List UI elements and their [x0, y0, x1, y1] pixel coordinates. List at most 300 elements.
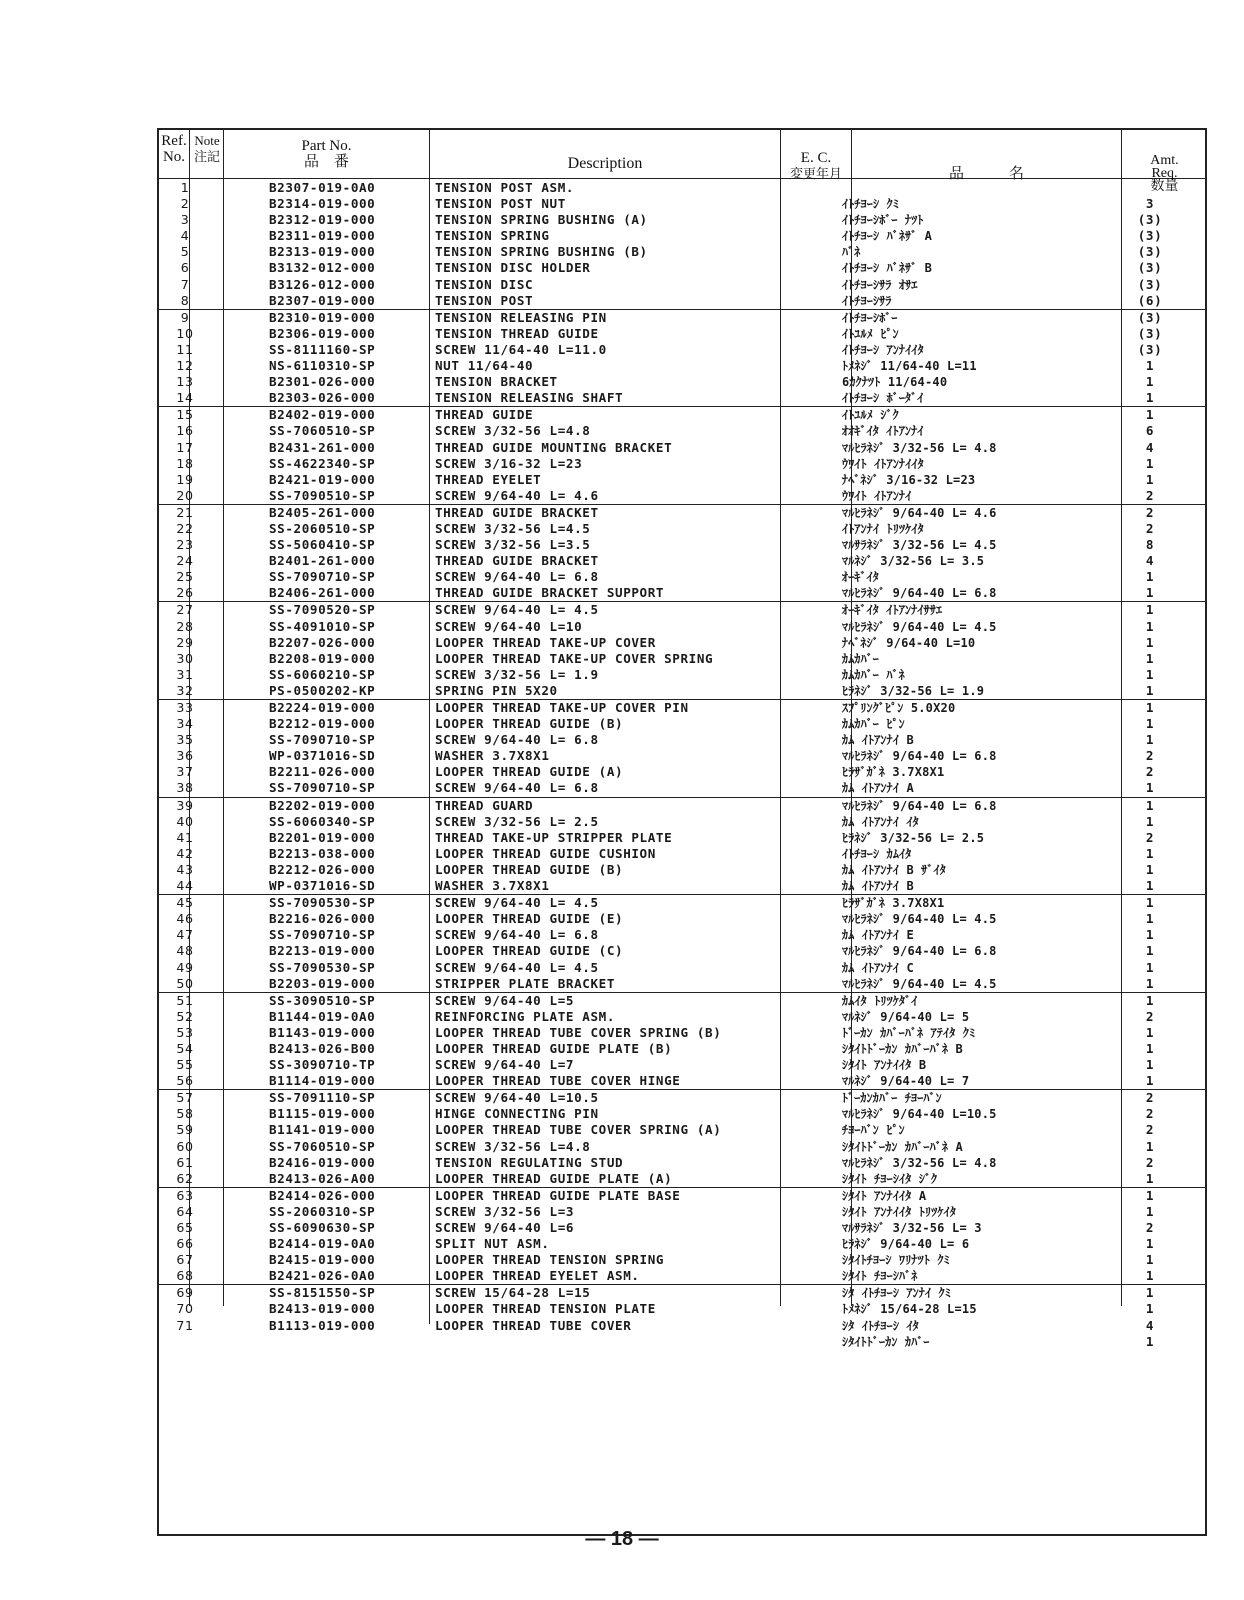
hinmei-cell: ｶﾑ ｲﾄｱﾝﾅｲ B	[842, 879, 914, 894]
hinmei-cell: ｲﾄﾁﾖｰｼ ｱﾝﾅｲｲﾀ	[842, 342, 924, 357]
table-row	[159, 1204, 1205, 1220]
hinmei-cell: ｲﾄﾁﾖｰｼ ﾊﾞﾈｻﾞ B	[842, 261, 933, 276]
description-cell: SPLIT NUT ASM.	[435, 1236, 550, 1252]
table-row	[159, 244, 1205, 260]
header-ref: Ref. No.	[161, 133, 187, 165]
ref-no-cell: 43	[176, 861, 194, 877]
ref-no-cell: 61	[176, 1154, 194, 1170]
ref-no-cell: 3	[180, 212, 190, 228]
amount-required-cell: 1	[1145, 943, 1155, 959]
hinmei-cell: ｳﾜｲﾄ ｲﾄｱﾝﾅｲｲﾀ	[842, 456, 924, 471]
description-cell: SCREW 3/32-56 L=4.5	[435, 520, 591, 536]
ref-no-cell: 63	[176, 1187, 194, 1203]
table-row	[159, 1057, 1205, 1073]
part-no-cell: B2414-026-000	[269, 1187, 376, 1203]
hinmei-cell: ﾏﾙﾈｼﾞ 9/64-40 L= 7	[842, 1074, 970, 1089]
amount-required-cell: 1	[1145, 1024, 1155, 1040]
amount-required-cell: 1	[1145, 1073, 1155, 1089]
table-row	[159, 309, 1205, 326]
ref-no-cell: 56	[176, 1073, 194, 1089]
hinmei-cell: ﾏﾙﾋﾗﾈｼﾞ 9/64-40 L= 6.8	[842, 749, 997, 764]
amount-required-cell: 1	[1145, 1203, 1155, 1219]
hinmei-cell: ﾏﾙﾋﾗﾈｼﾞ 3/32-56 L= 4.8	[842, 440, 997, 455]
description-cell: THREAD EYELET	[435, 471, 542, 487]
hinmei-cell: ｲﾄﾁﾖｰｼｻﾗ ｵｻｴ	[842, 277, 918, 292]
ref-no-cell: 62	[176, 1170, 194, 1186]
part-no-cell: PS-0500202-KP	[269, 682, 376, 698]
hinmei-cell: ﾅﾍﾞﾈｼﾞ 9/64-40 L=10	[842, 635, 976, 650]
description-cell: TENSION POST NUT	[435, 196, 566, 212]
hinmei-cell: ﾄﾒﾈｼﾞ 11/64-40 L=11	[842, 359, 977, 374]
part-no-cell: B2208-019-000	[269, 650, 376, 666]
amount-required-cell: (6)	[1137, 292, 1163, 308]
part-no-cell: B2401-261-000	[269, 553, 376, 569]
table-row	[159, 1268, 1205, 1284]
part-no-cell: SS-7090710-SP	[269, 927, 376, 943]
description-cell: THREAD TAKE-UP STRIPPER PLATE	[435, 829, 673, 845]
table-row	[159, 390, 1205, 406]
part-no-cell: B1144-019-0A0	[269, 1008, 376, 1024]
description-cell: TENSION BRACKET	[435, 374, 558, 390]
amount-required-cell: 1	[1145, 569, 1155, 585]
table-row	[159, 293, 1205, 309]
ref-no-cell: 23	[176, 537, 194, 553]
amount-required-cell: 2	[1145, 748, 1155, 764]
description-cell: THREAD GUIDE MOUNTING BRACKET	[435, 439, 673, 455]
hinmei-cell: ﾄﾞｰｶﾝｶﾊﾞｰ ﾁﾖｰﾊﾞﾝ	[842, 1091, 942, 1106]
part-no-cell: B2414-019-0A0	[269, 1236, 376, 1252]
ref-no-cell: 48	[176, 943, 194, 959]
table-row	[159, 960, 1205, 976]
hinmei-cell: ﾏﾙﾋﾗﾈｼﾞ 9/64-40 L= 6.8	[842, 944, 997, 959]
ref-no-cell: 21	[176, 504, 194, 520]
table-row	[159, 699, 1205, 716]
hinmei-cell: ﾁﾖｰﾊﾞﾝ ﾋﾟﾝ	[842, 1123, 905, 1138]
description-cell: TENSION RELEASING SHAFT	[435, 390, 624, 406]
table-row	[159, 228, 1205, 244]
description-cell: SCREW 9/64-40 L=6	[435, 1220, 575, 1235]
part-no-cell: B3126-012-000	[269, 276, 376, 292]
amount-required-cell: 2	[1145, 1106, 1155, 1122]
ref-no-cell: 67	[176, 1252, 194, 1268]
ref-no-cell: 47	[176, 927, 194, 943]
table-row	[159, 212, 1205, 228]
ref-no-cell: 34	[176, 716, 194, 732]
amount-required-cell: 1	[1145, 602, 1155, 618]
hinmei-cell: ﾏﾙﾈｼﾞ 9/64-40 L= 5	[842, 1009, 970, 1024]
table-row	[159, 943, 1205, 959]
amount-required-cell: 1	[1145, 1040, 1155, 1056]
amount-required-cell: 1	[1145, 390, 1155, 406]
table-row	[159, 1073, 1205, 1089]
description-cell: LOOPER THREAD TUBE COVER HINGE	[435, 1073, 681, 1089]
table-row	[159, 667, 1205, 683]
description-cell: LOOPER THREAD GUIDE (B)	[435, 716, 624, 732]
part-no-cell: B2314-019-000	[269, 196, 376, 212]
description-cell: LOOPER THREAD GUIDE CUSHION	[435, 845, 656, 861]
part-no-cell: B2303-026-000	[269, 390, 376, 406]
table-row	[159, 553, 1205, 569]
table-body	[159, 180, 1205, 1350]
ref-no-cell: 64	[176, 1203, 194, 1219]
description-cell: TENSION SPRING BUSHING (A)	[435, 212, 648, 228]
description-cell: THREAD GUIDE BRACKET	[435, 504, 599, 520]
header-part-no: Part No. 品 番	[301, 138, 352, 170]
amount-required-cell: 1	[1145, 1301, 1155, 1317]
ref-no-cell: 20	[176, 487, 194, 503]
part-no-cell: SS-7090520-SP	[269, 602, 376, 618]
ref-no-cell: 32	[176, 682, 194, 698]
table-row	[159, 504, 1205, 521]
table-row	[159, 1155, 1205, 1171]
description-cell: SCREW 9/64-40 L=5	[435, 992, 575, 1008]
description-cell: SCREW 9/64-40 L= 6.8	[435, 927, 599, 943]
hinmei-cell: ｶﾑ ｲﾄｱﾝﾅｲ A	[842, 781, 914, 796]
description-cell: TENSION POST	[435, 292, 534, 308]
hinmei-cell: ｼﾀｲﾄ ｱﾝﾅｲｲﾀ B	[842, 1058, 927, 1073]
parts-table	[157, 128, 1207, 1536]
hinmei-cell: ｵｰｷﾞｲﾀ ｲﾄｱﾝﾅｲｻｻｴ	[842, 603, 943, 618]
ref-no-cell: 69	[176, 1285, 194, 1301]
part-no-cell: SS-8111160-SP	[269, 341, 376, 357]
part-no-cell: B1113-019-000	[269, 1317, 376, 1333]
hinmei-cell: ｼﾀ ｲﾄﾁﾖｰｼ ｲﾀ	[842, 1318, 919, 1333]
description-cell: THREAD GUARD	[435, 797, 534, 813]
table-row	[159, 521, 1205, 537]
hinmei-cell: ﾋﾗﾈｼﾞ 9/64-40 L= 6	[842, 1237, 970, 1252]
table-row	[159, 1025, 1205, 1041]
amount-required-cell: 1	[1145, 797, 1155, 813]
amount-required-cell: 1	[1145, 666, 1155, 682]
description-cell: TENSION THREAD GUIDE	[435, 325, 599, 341]
description-cell: TENSION DISC	[435, 276, 534, 292]
amount-required-cell: 1	[1145, 700, 1155, 715]
description-cell: SCREW 3/32-56 L=3	[435, 1203, 575, 1219]
hinmei-cell: 6ｶｸﾅﾂﾄ 11/64-40	[842, 375, 948, 390]
amount-required-cell: 1	[1145, 1333, 1155, 1349]
part-no-cell: B2213-038-000	[269, 845, 376, 861]
description-cell: SCREW 3/32-56 L=4.8	[435, 423, 591, 439]
ref-no-cell: 58	[176, 1106, 194, 1122]
hinmei-cell: ﾏﾙﾈｼﾞ 3/32-56 L= 3.5	[842, 554, 985, 569]
amount-required-cell: 1	[1145, 927, 1155, 943]
ref-no-cell: 7	[180, 276, 190, 292]
table-row	[159, 862, 1205, 878]
ref-no-cell: 39	[176, 797, 194, 813]
part-no-cell: SS-2060510-SP	[269, 520, 376, 536]
table-row	[159, 342, 1205, 358]
header-description: Description	[567, 155, 643, 172]
hinmei-cell: ﾋﾗﾈｼﾞ 3/32-56 L= 1.9	[842, 683, 985, 698]
page-number: — 18 —	[585, 1528, 659, 1550]
part-no-cell: B1115-019-000	[269, 1106, 376, 1122]
description-cell: LOOPER THREAD GUIDE (E)	[435, 911, 624, 927]
part-no-cell: B2201-019-000	[269, 829, 376, 845]
hinmei-cell: ｽﾌﾟﾘﾝｸﾞﾋﾟﾝ 5.0X20	[842, 701, 956, 715]
part-no-cell: B2203-019-000	[269, 975, 376, 991]
description-cell: SCREW 9/64-40 L=10.5	[435, 1090, 599, 1106]
amount-required-cell: 1	[1145, 682, 1155, 698]
amount-required-cell: 1	[1145, 1268, 1155, 1284]
description-cell: SCREW 3/32-56 L=3.5	[435, 537, 591, 553]
part-no-cell: B2211-026-000	[269, 764, 376, 780]
hinmei-cell: ｼﾀｲﾄ ﾁﾖｰｼｲﾀ ｼﾞｸ	[842, 1171, 938, 1186]
ref-no-cell: 6	[180, 260, 190, 276]
ref-no-cell: 37	[176, 764, 194, 780]
table-row	[159, 406, 1205, 423]
description-cell: NUT 11/64-40	[435, 358, 534, 374]
description-cell: SCREW 11/64-40 L=11.0	[435, 341, 607, 357]
description-cell: SCREW 9/64-40 L= 6.8	[435, 780, 599, 796]
amount-required-cell: 1	[1145, 1285, 1155, 1301]
table-row	[159, 1139, 1205, 1155]
amount-required-cell: 4	[1145, 553, 1155, 569]
description-cell: REINFORCING PLATE ASM.	[435, 1008, 616, 1024]
hinmei-cell: ｶﾑ ｲﾄｱﾝﾅｲ ｲﾀ	[842, 814, 919, 829]
hinmei-cell: ﾏﾙﾋﾗﾈｼﾞ 9/64-40 L= 4.5	[842, 619, 997, 634]
hinmei-cell: ﾋﾗｻﾞｶﾞﾈ 3.7X8X1	[842, 765, 945, 780]
amount-required-cell: 1	[1145, 650, 1155, 666]
amount-required-cell: 1	[1145, 634, 1155, 650]
part-no-cell: SS-6090630-SP	[269, 1220, 376, 1235]
table-row	[159, 1284, 1205, 1301]
hinmei-cell: ﾏﾙﾋﾗﾈｼﾞ 9/64-40 L= 6.8	[842, 586, 997, 601]
part-no-cell: B2212-026-000	[269, 861, 376, 877]
hinmei-cell: ｼﾀｲﾄﾄﾞｰｶﾝ ｶﾊﾞｰ	[842, 1334, 930, 1349]
amount-required-cell: 2	[1145, 504, 1155, 520]
amount-required-cell: 2	[1145, 1154, 1155, 1170]
ref-no-cell: 13	[176, 374, 194, 390]
ref-no-cell: 27	[176, 602, 194, 618]
description-cell: THREAD GUIDE BRACKET SUPPORT	[435, 585, 665, 601]
description-cell: SCREW 9/64-40 L= 6.8	[435, 732, 599, 748]
table-row	[159, 1220, 1205, 1236]
table-row	[159, 830, 1205, 846]
ref-no-cell: 10	[176, 325, 194, 341]
part-no-cell: B2405-261-000	[269, 504, 376, 520]
description-cell: SCREW 9/64-40 L= 4.6	[435, 487, 599, 503]
table-row	[159, 683, 1205, 699]
description-cell: LOOPER THREAD TAKE-UP COVER PIN	[435, 700, 689, 715]
amount-required-cell: (3)	[1137, 244, 1163, 260]
ref-no-cell: 60	[176, 1138, 194, 1154]
part-no-cell: B2311-019-000	[269, 228, 376, 244]
table-row	[159, 1301, 1205, 1317]
table-row	[159, 1252, 1205, 1268]
hinmei-cell: ｶﾑ ｲﾄｱﾝﾅｲ E	[842, 928, 914, 943]
amount-required-cell: 1	[1145, 358, 1155, 374]
amount-required-cell: 4	[1145, 439, 1155, 455]
part-no-cell: B2312-019-000	[269, 212, 376, 228]
part-no-cell: B2202-019-000	[269, 797, 376, 813]
description-cell: TENSION RELEASING PIN	[435, 309, 607, 325]
amount-required-cell: 3	[1145, 196, 1155, 212]
part-no-cell: SS-7060510-SP	[269, 1138, 376, 1154]
table-row	[159, 1334, 1205, 1350]
description-cell: SCREW 9/64-40 L= 4.5	[435, 602, 599, 618]
part-no-cell: SS-8151550-SP	[269, 1285, 376, 1301]
table-row	[159, 488, 1205, 504]
amount-required-cell: 1	[1145, 716, 1155, 732]
description-cell: LOOPER THREAD TUBE COVER	[435, 1317, 632, 1333]
hinmei-cell: ｲﾄﾁﾖｰｼﾎﾞｰ ﾅﾂﾄ	[842, 213, 924, 228]
ref-no-cell: 11	[176, 341, 194, 357]
amount-required-cell: 2	[1145, 520, 1155, 536]
table-row	[159, 619, 1205, 635]
amount-required-cell: (3)	[1137, 212, 1163, 228]
ref-no-cell: 36	[176, 748, 194, 764]
ref-no-cell: 16	[176, 423, 194, 439]
part-no-cell: SS-7090510-SP	[269, 487, 376, 503]
description-cell: SPRING PIN 5X20	[435, 682, 558, 698]
part-no-cell: WP-0371016-SD	[269, 748, 376, 764]
part-no-cell: B2306-019-000	[269, 325, 376, 341]
part-no-cell: B1141-019-000	[269, 1122, 376, 1138]
amount-required-cell: 1	[1145, 992, 1155, 1008]
header-amt-req: Amt. Req. 数量	[1150, 153, 1179, 194]
description-cell: LOOPER THREAD GUIDE PLATE BASE	[435, 1187, 681, 1203]
description-cell: SCREW 3/32-56 L=4.8	[435, 1138, 591, 1154]
amount-required-cell: 6	[1145, 423, 1155, 439]
amount-required-cell: 1	[1145, 471, 1155, 487]
table-row	[159, 748, 1205, 764]
amount-required-cell: (3)	[1137, 309, 1163, 325]
part-no-cell: B2421-019-000	[269, 471, 376, 487]
hinmei-cell: ｼﾀｲﾄ ﾁﾖｰｼﾊﾞﾈ	[842, 1269, 918, 1284]
ref-no-cell: 8	[180, 292, 190, 308]
hinmei-cell: ﾏﾙｻﾗﾈｼﾞ 3/32-56 L= 4.5	[842, 538, 997, 553]
hinmei-cell: ｲﾄﾕﾙﾒ ｼﾞｸ	[842, 408, 899, 423]
amount-required-cell: (3)	[1137, 228, 1163, 244]
description-cell: LOOPER THREAD GUIDE (B)	[435, 861, 624, 877]
table-row	[159, 976, 1205, 992]
ref-no-cell: 49	[176, 959, 194, 975]
ref-no-cell: 54	[176, 1040, 194, 1056]
hinmei-cell: ｶﾑ ｲﾄｱﾝﾅｲ C	[842, 960, 914, 975]
part-no-cell: B2431-261-000	[269, 439, 376, 455]
ref-no-cell: 29	[176, 634, 194, 650]
hinmei-cell: ｶﾑｶﾊﾞｰ ﾊﾞﾈ	[842, 667, 905, 682]
hinmei-cell: ｶﾑ ｲﾄｱﾝﾅｲ B ｻﾞｲﾀ	[842, 862, 946, 877]
amount-required-cell: 1	[1145, 732, 1155, 748]
ref-no-cell: 70	[176, 1301, 194, 1317]
amount-required-cell: 1	[1145, 813, 1155, 829]
part-no-cell: SS-4091010-SP	[269, 618, 376, 634]
table-row	[159, 927, 1205, 943]
amount-required-cell: 1	[1145, 959, 1155, 975]
table-row	[159, 1187, 1205, 1204]
ref-no-cell: 26	[176, 585, 194, 601]
ref-no-cell: 40	[176, 813, 194, 829]
amount-required-cell: 1	[1145, 1170, 1155, 1186]
table-row	[159, 1171, 1205, 1187]
hinmei-cell: ﾏﾙﾋﾗﾈｼﾞ 9/64-40 L= 6.8	[842, 798, 997, 813]
ref-no-cell: 12	[176, 358, 194, 374]
amount-required-cell: 1	[1145, 895, 1155, 911]
part-no-cell: B2313-019-000	[269, 244, 376, 260]
amount-required-cell: 1	[1145, 374, 1155, 390]
table-row	[159, 374, 1205, 390]
hinmei-cell: ﾏﾙﾋﾗﾈｼﾞ 3/32-56 L= 4.8	[842, 1155, 997, 1170]
ref-no-cell: 19	[176, 471, 194, 487]
amount-required-cell: 2	[1145, 829, 1155, 845]
table-row	[159, 277, 1205, 293]
table-row	[159, 716, 1205, 732]
description-cell: LOOPER THREAD TENSION PLATE	[435, 1301, 656, 1317]
table-row	[159, 260, 1205, 276]
amount-required-cell: (3)	[1137, 260, 1163, 276]
part-no-cell: B2307-019-000	[269, 292, 376, 308]
description-cell: LOOPER THREAD GUIDE (C)	[435, 943, 624, 959]
amount-required-cell: 1	[1145, 845, 1155, 861]
description-cell: SCREW 3/16-32 L=23	[435, 455, 583, 471]
ref-no-cell: 57	[176, 1090, 194, 1106]
table-row	[159, 1318, 1205, 1334]
hinmei-cell: ﾄﾒﾈｼﾞ 15/64-28 L=15	[842, 1302, 977, 1317]
part-no-cell: SS-6060210-SP	[269, 666, 376, 682]
description-cell: SCREW 9/64-40 L= 4.5	[435, 895, 599, 911]
hinmei-cell: ｲﾄﾁﾖｰｼ ﾊﾞﾈｻﾞ A	[842, 229, 933, 244]
description-cell: HINGE CONNECTING PIN	[435, 1106, 599, 1122]
ref-no-cell: 9	[180, 309, 190, 325]
table-row	[159, 1009, 1205, 1025]
amount-required-cell: 2	[1145, 1008, 1155, 1024]
table-row	[159, 797, 1205, 814]
header-hinmei: 品 名	[948, 166, 1024, 182]
ref-no-cell: 2	[180, 196, 190, 212]
amount-required-cell: 1	[1145, 1138, 1155, 1154]
amount-required-cell: 1	[1145, 780, 1155, 796]
description-cell: LOOPER THREAD TUBE COVER SPRING (B)	[435, 1024, 722, 1040]
ref-no-cell: 31	[176, 666, 194, 682]
ref-no-cell: 5	[180, 244, 190, 260]
description-cell: STRIPPER PLATE BRACKET	[435, 975, 616, 991]
hinmei-cell: ﾏﾙﾋﾗﾈｼﾞ 9/64-40 L= 4.5	[842, 912, 997, 927]
ref-no-cell: 18	[176, 455, 194, 471]
table-row	[159, 814, 1205, 830]
ref-no-cell: 24	[176, 553, 194, 569]
table-row	[159, 1236, 1205, 1252]
amount-required-cell: 1	[1145, 878, 1155, 894]
part-no-cell: B2406-261-000	[269, 585, 376, 601]
table-row	[159, 1089, 1205, 1106]
part-no-cell: WP-0371016-SD	[269, 878, 376, 894]
ref-no-cell: 4	[180, 228, 190, 244]
part-no-cell: B3132-012-000	[269, 260, 376, 276]
table-row	[159, 651, 1205, 667]
part-no-cell: SS-5060410-SP	[269, 537, 376, 553]
hinmei-cell: ｲﾄﾁﾖｰｼ ｶﾑｲﾀ	[842, 846, 912, 861]
hinmei-cell: ｼﾀｲﾄ ｱﾝﾅｲｲﾀ ﾄﾘﾂｹｲﾀ	[842, 1204, 957, 1219]
part-no-cell: SS-7091110-SP	[269, 1090, 376, 1106]
amount-required-cell: 1	[1145, 1187, 1155, 1203]
hinmei-cell: ｲﾄﾕﾙﾒ ﾋﾟﾝ	[842, 326, 899, 341]
part-no-cell: B2213-019-000	[269, 943, 376, 959]
description-cell: WASHER 3.7X8X1	[435, 878, 550, 894]
table-row	[159, 635, 1205, 651]
description-cell: SCREW 9/64-40 L=10	[435, 618, 583, 634]
table-row	[159, 601, 1205, 618]
part-no-cell: SS-7090710-SP	[269, 780, 376, 796]
ref-no-cell: 45	[176, 895, 194, 911]
ref-no-cell: 42	[176, 845, 194, 861]
hinmei-cell: ﾏﾙﾋﾗﾈｼﾞ 9/64-40 L= 4.6	[842, 505, 997, 520]
amount-required-cell: (3)	[1137, 325, 1163, 341]
table-row	[159, 423, 1205, 439]
hinmei-cell: ｼﾀｲﾄﾁﾖｰｼ ﾜﾘﾅﾂﾄ ｸﾐ	[842, 1253, 950, 1268]
amount-required-cell: 1	[1145, 975, 1155, 991]
table-row	[159, 585, 1205, 601]
